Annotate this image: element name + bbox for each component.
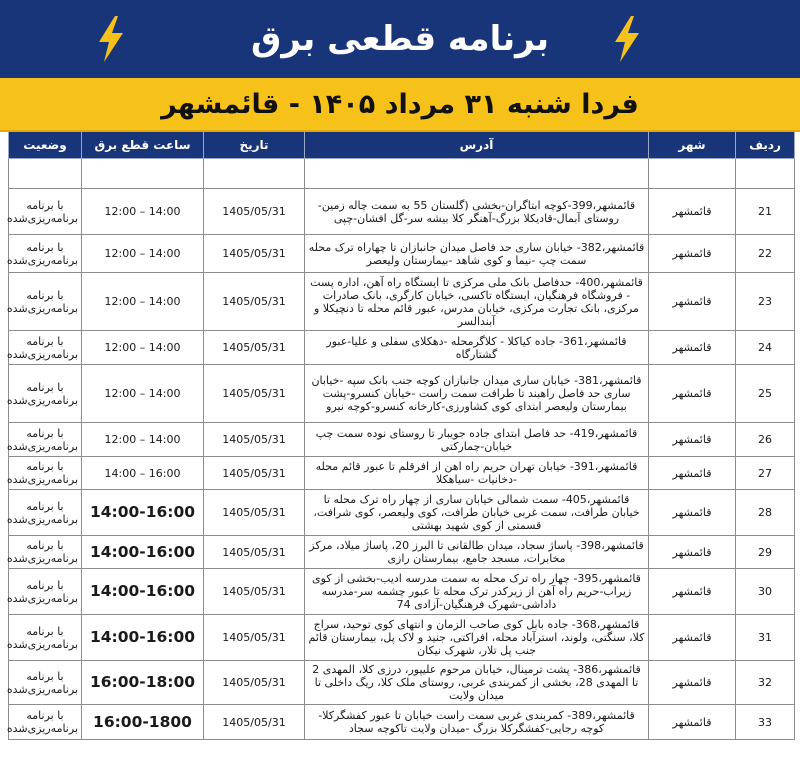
- city-cell: قائمشهر: [649, 536, 736, 569]
- city-cell: قائمشهر: [649, 331, 736, 365]
- table-row: [9, 457, 795, 490]
- address-cell: قائمشهر،395- چهار راه ترک محله به سمت مدرسه ادیب-بخشی از کوی زیراب-حریم راه آهن از زیرکدر ترک محله تا عبور چشمه سر-مدرسه داداشی-شهرک فرهنگیان-آزادی 74: [305, 569, 649, 615]
- page-title: برنامه قطعی برق: [250, 19, 550, 59]
- outage-time-cell: 14:00-16:00: [82, 536, 204, 569]
- status-cell: با برنامه برنامه‌ریزی‌شده: [9, 457, 82, 490]
- outage-time-cell: 14:00-16:00: [82, 615, 204, 661]
- row-number-cell: 32: [736, 661, 795, 705]
- status-cell: با برنامه برنامه‌ریزی‌شده: [9, 536, 82, 569]
- outage-time-cell: 14:00 – 16:00: [82, 457, 204, 490]
- outage-time-cell: 16:00-18:00: [82, 661, 204, 705]
- outage-time-cell: 14:00-16:00: [82, 569, 204, 615]
- row-number-cell: 28: [736, 490, 795, 536]
- table-row: [9, 705, 795, 740]
- column-header-city: شهر: [649, 132, 736, 159]
- spacer-cell: [305, 159, 649, 189]
- address-cell: قائمشهر،361- جاده کیاکلا - کلاگرمحله -دهکلای سفلی و علیا-عبور گشتارگاه: [305, 331, 649, 365]
- city-cell: قائمشهر: [649, 615, 736, 661]
- row-number-cell: 33: [736, 705, 795, 740]
- table-row: [9, 331, 795, 365]
- outage-time-cell: 14:00-16:00: [82, 490, 204, 536]
- table-row: [9, 536, 795, 569]
- outage-time-cell: 12:00 – 14:00: [82, 365, 204, 423]
- date-cell: 1405/05/31: [204, 189, 305, 235]
- date-cell: 1405/05/31: [204, 569, 305, 615]
- city-cell: قائمشهر: [649, 273, 736, 331]
- table-header-row: [9, 132, 795, 159]
- address-cell: قائمشهر،382- خیابان ساری حد فاصل میدان جانبازان تا چهاراه ترک محله سمت چپ -نیما و کوی شاهد -بیمارستان ولیعصر: [305, 235, 649, 273]
- column-header-row-number: ردیف: [736, 132, 795, 159]
- row-number-cell: 25: [736, 365, 795, 423]
- row-number-cell: 30: [736, 569, 795, 615]
- date-cell: 1405/05/31: [204, 536, 305, 569]
- spacer-cell: [9, 159, 82, 189]
- date-cell: 1405/05/31: [204, 331, 305, 365]
- address-cell: قائمشهر،400- حدفاصل بانک ملی مرکزی تا ایستگاه راه آهن، اداره پست - فروشگاه فرهنگیان، ایستگاه تاکسی، خیابان کارگری، بانک صادرات مرکزی، بانک تجارت مرکزی، خیابان مدرس، عبور قائم محله تا دنچیکلا و آبندالسر: [305, 273, 649, 331]
- table-row: [9, 490, 795, 536]
- date-cell: 1405/05/31: [204, 457, 305, 490]
- table-row: [9, 273, 795, 331]
- status-cell: با برنامه برنامه‌ریزی‌شده: [9, 490, 82, 536]
- row-number-cell: 24: [736, 331, 795, 365]
- city-cell: قائمشهر: [649, 490, 736, 536]
- column-header-outage-time: ساعت قطع برق: [82, 132, 204, 159]
- status-cell: با برنامه برنامه‌ریزی‌شده: [9, 365, 82, 423]
- address-cell: قائمشهر،381- خیابان ساری میدان جانبازان کوچه جنب بانک سپه -خیابان ساری حد فاصل راهبند تا طرافت سمت راست -خیابان کنسرو-پشت بیمارستان ولیعصر ابتدای کوی کشاورزی-کارخانه کنسرو-کوچه نیرو: [305, 365, 649, 423]
- status-cell: با برنامه برنامه‌ریزی‌شده: [9, 273, 82, 331]
- date-cell: 1405/05/31: [204, 661, 305, 705]
- date-cell: 1405/05/31: [204, 273, 305, 331]
- city-cell: قائمشهر: [649, 423, 736, 457]
- table-spacer-row: [9, 159, 795, 189]
- status-cell: با برنامه برنامه‌ریزی‌شده: [9, 661, 82, 705]
- status-cell: با برنامه برنامه‌ریزی‌شده: [9, 615, 82, 661]
- row-number-cell: 22: [736, 235, 795, 273]
- outage-time-cell: 12:00 – 14:00: [82, 273, 204, 331]
- date-banner: [0, 78, 800, 132]
- table-row: [9, 235, 795, 273]
- outage-time-cell: 12:00 – 14:00: [82, 423, 204, 457]
- outage-time-cell: 12:00 – 14:00: [82, 331, 204, 365]
- date-cell: 1405/05/31: [204, 490, 305, 536]
- city-cell: قائمشهر: [649, 365, 736, 423]
- date-cell: 1405/05/31: [204, 235, 305, 273]
- address-cell: قائمشهر،405- سمت شمالی خیابان ساری از چهار راه ترک محله تا خیابان طرافت، سمت غربی خیابان طرافت، کوی ولیعصر، کوی شرافت، قسمتی از کوی شهید بهشتی: [305, 490, 649, 536]
- row-number-cell: 23: [736, 273, 795, 331]
- address-cell: قائمشهر،368- جاده بابل کوی صاحب الزمان و انتهای کوی توحید، سراج کلا، سنگتی، ولوند، استرآباد محله، افراکتی، جنید و لاک پل، بیمارستان قائم جنب پل تلار، شهرک نیکان: [305, 615, 649, 661]
- table-row: [9, 615, 795, 661]
- status-cell: با برنامه برنامه‌ریزی‌شده: [9, 423, 82, 457]
- status-cell: با برنامه برنامه‌ریزی‌شده: [9, 331, 82, 365]
- row-number-cell: 27: [736, 457, 795, 490]
- city-cell: قائمشهر: [649, 235, 736, 273]
- status-cell: با برنامه برنامه‌ریزی‌شده: [9, 189, 82, 235]
- column-header-date: تاریخ: [204, 132, 305, 159]
- status-cell: با برنامه برنامه‌ریزی‌شده: [9, 705, 82, 740]
- table-row: [9, 423, 795, 457]
- status-cell: با برنامه برنامه‌ریزی‌شده: [9, 235, 82, 273]
- city-cell: قائمشهر: [649, 189, 736, 235]
- table-row: [9, 661, 795, 705]
- spacer-cell: [736, 159, 795, 189]
- schedule-subtitle: فردا شنبه ۳۱ مرداد ۱۴۰۵ - قائمشهر: [161, 88, 639, 120]
- spacer-cell: [82, 159, 204, 189]
- date-cell: 1405/05/31: [204, 365, 305, 423]
- top-banner: [0, 0, 800, 78]
- city-cell: قائمشهر: [649, 569, 736, 615]
- row-number-cell: 26: [736, 423, 795, 457]
- table-row: [9, 569, 795, 615]
- address-cell: قائمشهر،386- پشت ترمینال، خیابان مرحوم علیپور، درزی کلا، المهدی 2 تا المهدی 28، بخشی از کمربندی غربی، روستای ملک کلا، ریگ داخلی تا میدان ولایت: [305, 661, 649, 705]
- row-number-cell: 31: [736, 615, 795, 661]
- address-cell: قائمشهر،419- حد فاصل ابتدای جاده جویبار تا روستای نوده سمت چپ خیابان-چمارکتی: [305, 423, 649, 457]
- table-row: [9, 189, 795, 235]
- address-cell: قائمشهر،391- خیابان تهران حریم راه اهن از افرقلم تا عبور قائم محله -دخانیات -سیاهکلا: [305, 457, 649, 490]
- date-cell: 1405/05/31: [204, 423, 305, 457]
- row-number-cell: 21: [736, 189, 795, 235]
- spacer-cell: [204, 159, 305, 189]
- outage-schedule-table: [8, 131, 795, 740]
- date-cell: 1405/05/31: [204, 705, 305, 740]
- outage-time-cell: 16:00-1800: [82, 705, 204, 740]
- date-cell: 1405/05/31: [204, 615, 305, 661]
- spacer-cell: [649, 159, 736, 189]
- table-row: [9, 365, 795, 423]
- column-header-address: آدرس: [305, 132, 649, 159]
- city-cell: قائمشهر: [649, 705, 736, 740]
- column-header-status: وضعیت: [9, 132, 82, 159]
- outage-time-cell: 12:00 – 14:00: [82, 235, 204, 273]
- address-cell: قائمشهر،398- پاساژ سجاد، میدان طالقانی تا البرز 20، پاساژ میلاد، مرکز مخابرات، مسجد جامع، بیمارستان رازی: [305, 536, 649, 569]
- city-cell: قائمشهر: [649, 457, 736, 490]
- city-cell: قائمشهر: [649, 661, 736, 705]
- status-cell: با برنامه برنامه‌ریزی‌شده: [9, 569, 82, 615]
- row-number-cell: 29: [736, 536, 795, 569]
- address-cell: قائمشهر،399-کوچه ابتاگران-بخشی (گلستان 55 به سمت چاله زمین-روستای آبمال-قادیکلا بزرگ-آهنگر کلا بیشه سر-گل افشان-چپی: [305, 189, 649, 235]
- outage-time-cell: 12:00 – 14:00: [82, 189, 204, 235]
- lightning-bolt-icon: [96, 16, 126, 62]
- lightning-bolt-icon: [612, 16, 642, 62]
- address-cell: قائمشهر،389- کمربندی غربی سمت راست خیابان تا عبور کفشگرکلا-کوچه رجایی-کفشگرکلا بزرگ -میدان ولایت تاکوچه سجاد: [305, 705, 649, 740]
